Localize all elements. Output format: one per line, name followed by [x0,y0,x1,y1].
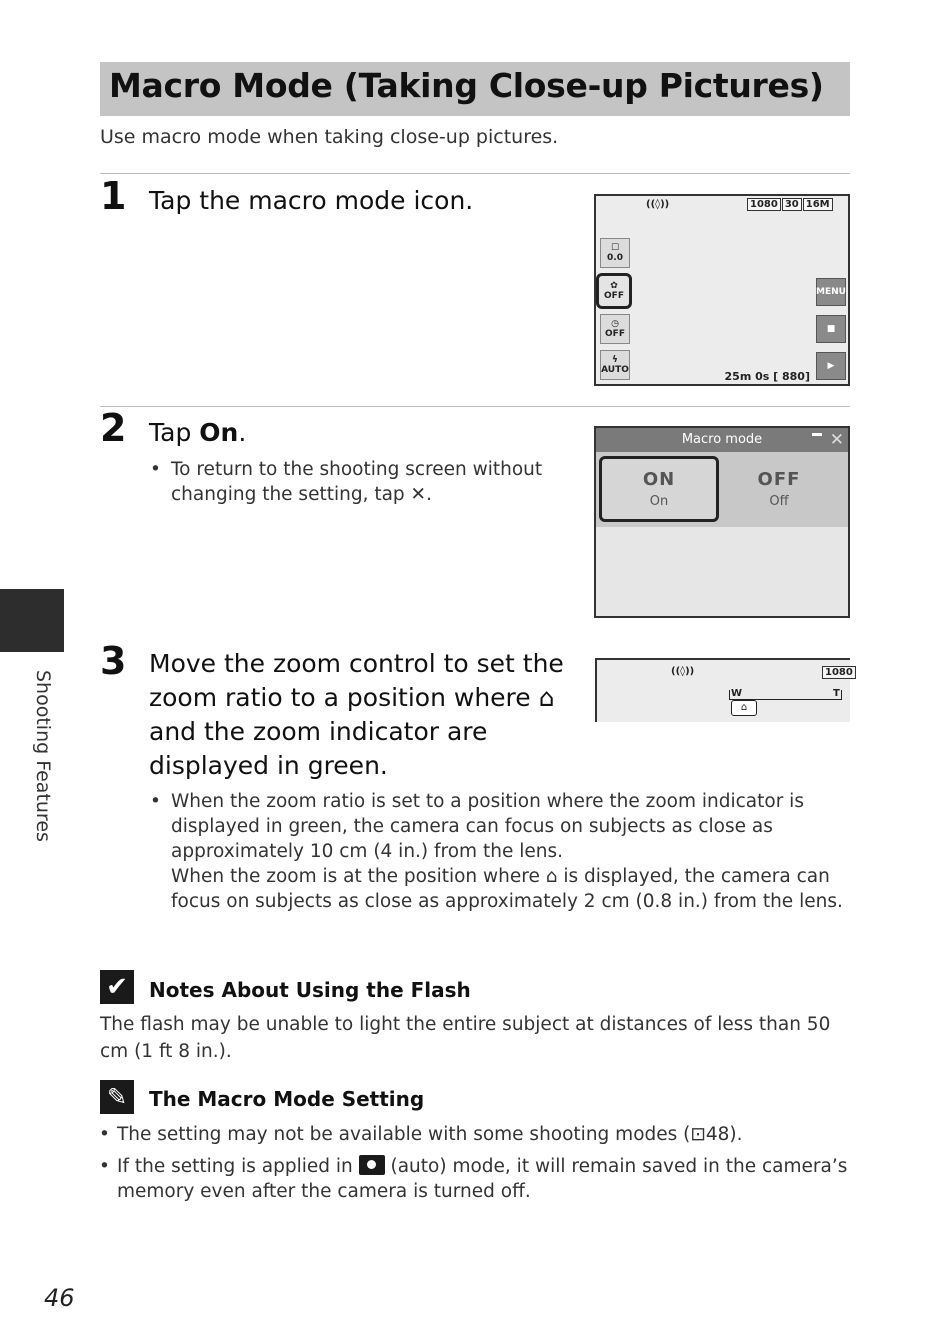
zoom-tele-label: T [833,688,840,699]
dialog-header: Macro mode [596,428,848,452]
note-2-bullet-2: • If the setting is applied in (auto) mode, it will remain saved in the camera’s memory even after the camera is turned off. [99,1156,848,1202]
exposure-icon: ☐ [610,243,620,253]
close-icon[interactable]: ✕ [829,430,844,450]
macro-mode-dialog [594,426,850,618]
step-1-number: 1 [100,174,127,218]
badge-1080: 1080 [747,198,781,211]
playback-button[interactable]: ▶ [816,352,846,380]
menu-button[interactable]: MENU [816,278,846,306]
step-1-text: Tap the macro mode icon. [149,186,474,215]
note-1-text: The flash may be unable to light the entire subject at distances of less than 50 cm (1 ft 8 in.). [100,1014,831,1062]
page-number: 46 [44,1284,75,1312]
camera-icon [359,1155,385,1175]
step-3-text: Move the zoom control to set the zoom ratio to a position where ⌂ and the zoom indicator are displayed in green. [149,649,564,780]
flash-mode-button[interactable]: ϟ AUTO [600,350,630,380]
divider [100,406,850,407]
option-on[interactable]: ON On [599,456,719,522]
option-off[interactable]: OFF Off [757,469,801,509]
page-title: Macro Mode (Taking Close-up Pictures) [109,66,824,105]
shooting-screen [594,194,850,386]
self-timer-icon: ◷ [611,319,619,329]
shutter-button[interactable]: ■ [816,315,846,343]
badge-16m: 16M [803,198,833,211]
step-2-bullet: • To return to the shooting screen without changing the setting, tap ✕. [150,459,543,505]
step-2-number: 2 [100,406,127,450]
step-3-bullet: • When the zoom ratio is set to a position where the zoom indicator is displayed in green, the camera can focus on subjects as close as approximately 10 cm (4 in.) from the lens. When the zoom is at the position where ⌂ is displayed, the camera can focus on subjects as close as approximately 2 cm (0.8 in.) from the lens. [150,791,843,912]
macro-icon: ⌂ [545,866,558,887]
badge-30: 30 [782,198,802,211]
macro-mode-button[interactable]: ✿ OFF [596,273,632,309]
flash-icon: ϟ [612,355,618,365]
self-timer-button[interactable]: ◷ OFF [600,314,630,344]
badge-1080: 1080 [821,666,856,679]
zoom-wide-label: W [731,688,743,699]
macro-icon: ⌂ [538,683,555,712]
zoom-indicator-screen [595,658,853,722]
options-row [596,452,848,527]
check-icon: ✔ [100,970,134,1004]
remaining-counter: 25m 0s [ 880] [724,370,810,383]
chapter-label: Shooting Features [32,670,54,842]
intro-text: Use macro mode when taking close-up pictures. [100,126,559,148]
image-mode-badges [746,198,833,211]
exposure-compensation-button[interactable]: ☐ 0.0 [600,238,630,268]
step-3-number: 3 [100,639,127,683]
book-reference-icon: ⊡ [690,1124,706,1145]
close-icon: ✕ [410,484,427,505]
minus-icon [812,433,822,436]
divider [100,173,850,174]
note-2-bullet-1: • The setting may not be available with some shooting modes (⊡48). [99,1124,743,1145]
vr-icon: ((◊)) [646,199,670,210]
note-1-title: Notes About Using the Flash [149,978,471,1002]
chapter-tab [0,589,64,652]
step-2-text: Tap On. [149,418,247,447]
title-bar [100,62,850,116]
vr-icon: ((◊)) [671,666,695,677]
note-2-title: The Macro Mode Setting [149,1087,425,1111]
macro-icon: ⌂ [731,700,757,716]
zoom-bar [729,690,842,700]
pencil-icon: ✎ [100,1080,134,1114]
macro-icon: ✿ [610,281,618,291]
